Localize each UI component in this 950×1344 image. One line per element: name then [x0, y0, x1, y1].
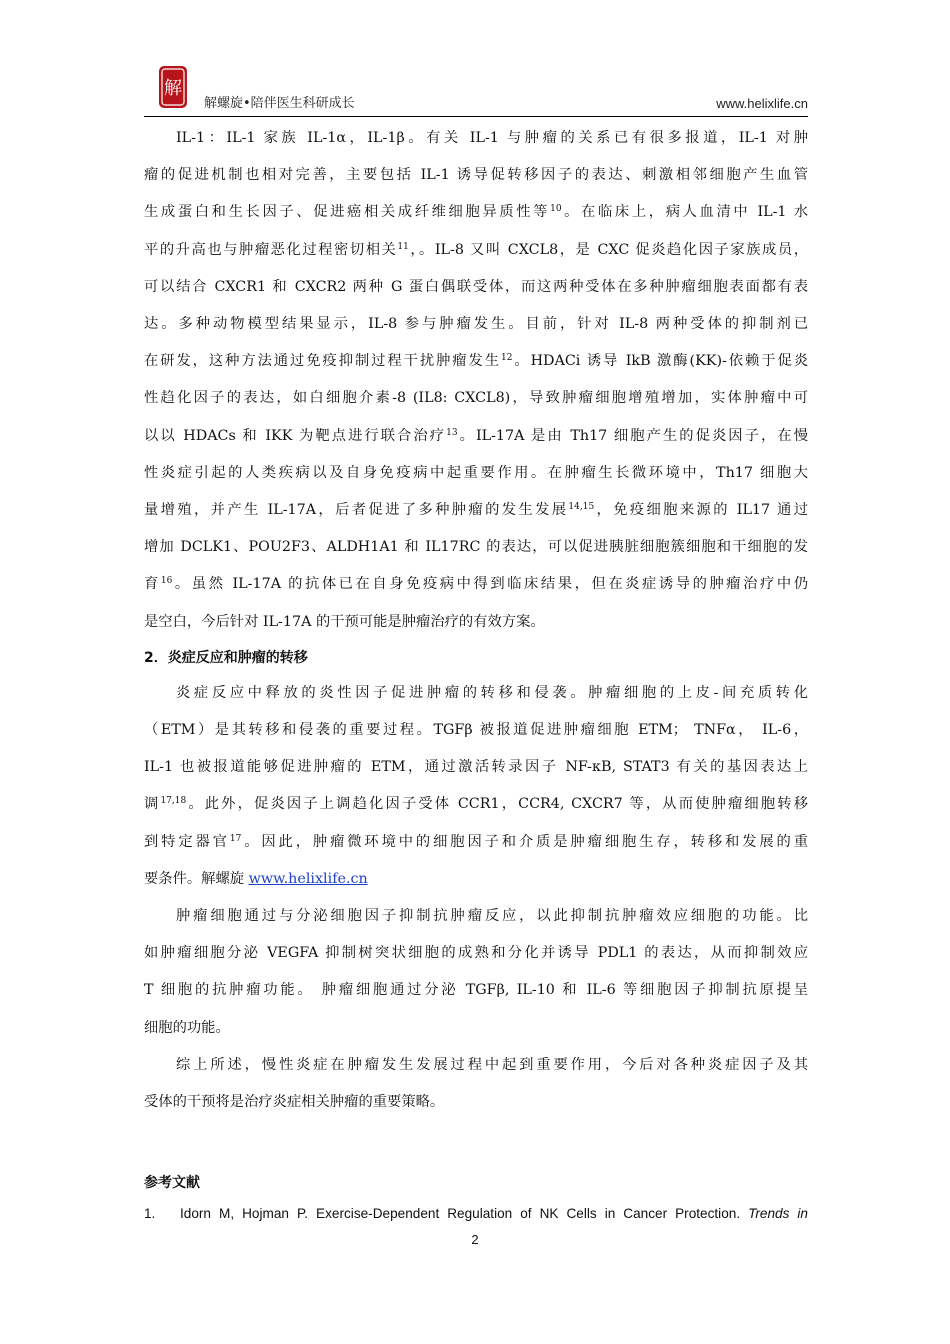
- section-heading: 2．炎症反应和肿瘤的转移: [144, 649, 308, 666]
- reference-number: 1.: [144, 1206, 156, 1221]
- main-content: [144, 120, 808, 1121]
- paragraph-line: 以以 HDACs 和 IKK 为靶点进行联合治疗$^{13}$。IL-17A 是由 Th17 细胞产生的促炎因子，在慢: [144, 427, 808, 444]
- website-link[interactable]: www.helixlife.cn: [248, 870, 368, 887]
- paragraph-line: 平的升高也与肿瘤恶化过程密切相关$^{11}$，。IL-8 又叫 CXCL8，是 CXC 促炎趋化因子家族成员，: [144, 241, 809, 258]
- header-slogan: 解螺旋•陪伴医生科研成长: [204, 96, 355, 111]
- paragraph-line: 量增殖，并产生 IL-17A，后者促进了多种肿瘤的发生发展$^{14,15}$，免疫细胞来源的 IL17 通过: [144, 502, 809, 519]
- paragraph-line: 调$^{17,18}$。此外，促炎因子上调趋化因子受体 CCR1，CCR4, CXCR7 等，从而使肿瘤细胞转移: [144, 796, 809, 813]
- paragraph-line: 生成蛋白和生长因子、促进癌相关成纤维细胞异质性等$^{10}$。在临床上，病人血清中 IL-1 水: [144, 204, 808, 221]
- citation: 13: [446, 427, 458, 438]
- citation: 12: [500, 353, 513, 364]
- paragraph-line: 是空白，今后针对 IL-17A 的干预可能是肿瘤治疗的有效方案。: [144, 613, 545, 630]
- header-website[interactable]: www.helixlife.cn: [716, 96, 808, 111]
- logo-character: 解: [164, 78, 182, 99]
- citation: 17,18: [160, 796, 187, 807]
- paragraph-il-line: IL-1：IL-1 家族 IL-1α，IL-1β。有关 IL-1 与肿瘤的关系已有很多报道，IL-1 对肿: [176, 130, 808, 146]
- paragraph-line: 可以结合 CXCR1 和 CXCR2 两种 G 蛋白偶联受体，而这两种受体在多种肿瘤细胞表面都有表: [144, 278, 808, 295]
- paragraph-line: IL-1 也被报道能够促进肿瘤的 ETM，通过激活转录因子 NF-κB, STAT3 有关的基因表达上: [144, 759, 808, 776]
- paragraph-line: 综上所述，慢性炎症在肿瘤发生发展过程中起到重要作用，今后对各种炎症因子及其: [176, 1056, 808, 1073]
- paragraph-line: 到特定器官$^{17}$。因此，肿瘤微环境中的细胞因子和介质是肿瘤细胞生存，转移和发展的重: [144, 833, 809, 850]
- helix-logo-icon: [156, 64, 190, 110]
- paragraph-line: 肿瘤细胞通过与分泌细胞因子抑制抗肿瘤反应，以此抑制抗肿瘤效应细胞的功能。比: [176, 908, 808, 925]
- citation: 14,15: [568, 502, 595, 513]
- citation: 16: [160, 576, 173, 587]
- paragraph-line: 在研发，这种方法通过免疫抑制过程干扰肿瘤发生$^{12}$。HDACi 诱导 IkB 激酶(KK)-依赖于促炎: [144, 353, 808, 370]
- paragraph-line: 细胞的功能。: [144, 1019, 230, 1036]
- paragraph-line: 性炎症引起的人类疾病以及自身免疫病中起重要作用。在肿瘤生长微环境中，Th17 细胞大: [144, 464, 808, 481]
- paragraph-line: 性趋化因子的表达，如白细胞介素-8 (IL8: CXCL8)，导致肿瘤细胞增殖增加，实体肿瘤中可: [144, 390, 808, 407]
- paragraph-line: T 细胞的抗肿瘤功能。 肿瘤细胞通过分泌 TGFβ, IL-10 和 IL-6 等细胞因子抑制抗原提呈: [144, 982, 808, 999]
- paragraph-line: 受体的干预将是治疗炎症相关肿瘤的重要策略。: [144, 1094, 445, 1111]
- citation: 17: [229, 833, 242, 844]
- reference-item: [144, 1206, 808, 1221]
- paragraph-line: 要条件。解螺旋 www.helixlife.cn: [144, 870, 368, 887]
- references-title: 参考文献: [144, 1175, 200, 1191]
- page-number: 2: [471, 1232, 479, 1247]
- paragraph-line: 炎症反应中释放的炎性因子促进肿瘤的转移和侵袭。肿瘤细胞的上皮-间充质转化: [176, 684, 808, 701]
- paragraph-line: 瘤的促进机制也相对完善，主要包括 IL-1 诱导促转移因子的表达、刺激相邻细胞产生血管: [144, 167, 808, 184]
- citation: 11: [397, 241, 409, 252]
- paragraph-line: 增加 DCLK1、POU2F3、ALDH1A1 和 IL17RC 的表达，可以促进胰脏细胞簇细胞和干细胞的发: [144, 539, 808, 556]
- paragraph-line: （ETM）是其转移和侵袭的重要过程。TGFβ 被报道促进肿瘤细胞 ETM； TNFα， IL-6，: [144, 722, 808, 739]
- citation: 10: [550, 204, 562, 215]
- paragraph-line: 育$^{16}$。虽然 IL-17A 的抗体已在自身免疫病中得到临床结果，但在炎症诱导的肿瘤治疗中仍: [144, 576, 809, 593]
- paragraph-line: 达。多种动物模型结果显示，IL-8 参与肿瘤发生。目前，针对 IL-8 两种受体的抑制剂已: [144, 316, 808, 333]
- reference-journal: Trends in: [748, 1206, 808, 1221]
- reference-text: Idorn M, Hojman P. Exercise-Dependent Regulation of NK Cells in Cancer Protection. Trends in: [180, 1206, 808, 1221]
- header-divider: [144, 116, 808, 117]
- paragraph-line: 如肿瘤细胞分泌 VEGFA 抑制树突状细胞的成熟和分化并诱导 PDL1 的表达，从而抑制效应: [144, 945, 808, 962]
